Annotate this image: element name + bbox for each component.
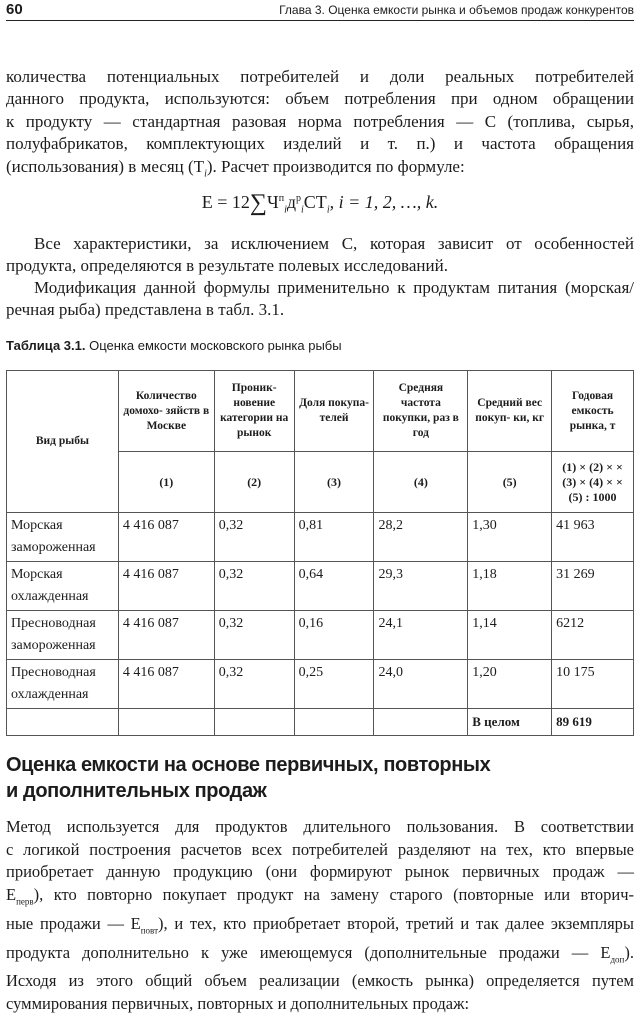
column-number: (5) [468, 452, 552, 513]
text-line: данного продукта, используются: объем потребления при одном обращении [6, 89, 634, 109]
weight-cell: 1,20 [468, 660, 552, 709]
column-header: Средний вес покуп- ки, кг [468, 371, 552, 452]
fish-kind: Пресноводная замороженная [7, 611, 119, 660]
text-line: Метод используется для продуктов длительного пользования. В соответствии [6, 817, 634, 836]
column-number: (4) [374, 452, 468, 513]
total-value: 89 619 [552, 709, 634, 736]
capacity-cell: 31 269 [552, 562, 634, 611]
text-line: суммирования первичных, повторных и дополнительных продаж: [6, 994, 470, 1014]
text-line: ные продажи — $Е_{повт}$), и тех, кто приобретает второй, третий и так далее экземпляры [6, 913, 635, 935]
column-number: (1) [118, 452, 214, 513]
text-line: приобретает данную продукцию (они формируют рынок первичных продаж — [6, 862, 634, 882]
column-header: Годовая емкость рынка, т [552, 371, 634, 452]
paragraph-consumption [6, 66, 634, 185]
text-line: (использования) в месяц $(Т_i)$. Расчет производится по формуле: [6, 156, 465, 180]
share-cell: 0,25 [294, 660, 374, 709]
page-number: 60 [6, 1, 23, 18]
weight-cell: 1,14 [468, 611, 552, 660]
table-total-row [7, 709, 634, 736]
table-row [7, 660, 634, 709]
paragraph-modification: Модификация данной формулы применительно к продуктам питания (морская/речная рыба) представлена в табл. 3.1. [6, 278, 634, 320]
running-title: Глава 3. Оценка емкости рынка и объемов продаж конкурентов [279, 3, 634, 17]
capacity-cell: 10 175 [552, 660, 634, 709]
fish-kind: Морская замороженная [7, 513, 119, 562]
paragraph-method [6, 816, 634, 1016]
fish-kind: Морская охлажденная [7, 562, 119, 611]
capacity-formula: $Е = 12\sum Ч^п_iд^р_iСТ_i$, i = 1, 2, …, k. [201, 190, 439, 216]
text-line: продукта дополнительно к уже имеющемуся (дополнительные продажи — $Е_{доп}$). [6, 942, 634, 964]
penetration-cell: 0,32 [214, 562, 294, 611]
column-number: (2) [214, 452, 294, 513]
table-row [7, 562, 634, 611]
section-heading-line: и дополнительных продаж [6, 780, 267, 802]
table-title: Оценка емкости московского рынка рыбы [89, 338, 342, 353]
text-line: количества потенциальных потребителей и доли реальных потребителей [6, 67, 634, 86]
capacity-cell: 41 963 [552, 513, 634, 562]
share-cell: 0,64 [294, 562, 374, 611]
table-header-row [7, 371, 634, 452]
table-caption [6, 338, 342, 353]
fish-kind: Пресноводная охлажденная [7, 660, 119, 709]
frequency-cell: 24,1 [374, 611, 468, 660]
empty-cell [374, 709, 468, 736]
penetration-cell: 0,32 [214, 611, 294, 660]
text-line: Исходя из этого общий объем реализации (емкость рынка) определяется путем [6, 971, 634, 991]
text-line: полуфабрикатов, комплектующих изделий и т. п.) и частота обращения [6, 134, 634, 154]
column-header: Проник- новение категории на рынок [214, 371, 294, 452]
capacity-cell: 6212 [552, 611, 634, 660]
fish-market-table [6, 370, 634, 736]
households-cell: 4 416 087 [118, 562, 214, 611]
formula-header: (1) × (2) × × (3) × (4) × × (5) : 1000 [552, 452, 634, 513]
text-line: с логикой построения расчетов всех потребителей разделяют на тех, кто впервые [6, 839, 634, 859]
weight-cell: 1,30 [468, 513, 552, 562]
households-cell: 4 416 087 [118, 611, 214, 660]
share-cell: 0,81 [294, 513, 374, 562]
page-header [6, 0, 634, 21]
frequency-cell: 24,0 [374, 660, 468, 709]
column-header: Количество домохо- зяйств в Москве [118, 371, 214, 452]
share-cell: 0,16 [294, 611, 374, 660]
paragraph-characteristics: Все характеристики, за исключением С, которая зависит от особенностей продукта, определяются в результате полевых исследований. [6, 234, 634, 276]
total-label: В целом [468, 709, 552, 736]
penetration-cell: 0,32 [214, 660, 294, 709]
column-header: Вид рыбы [7, 371, 119, 513]
section-heading [6, 752, 634, 804]
table-row [7, 611, 634, 660]
table-row [7, 513, 634, 562]
households-cell: 4 416 087 [118, 513, 214, 562]
text-line: $Е_{перв}$), кто повторно покупает продукт на замену старого (повторные или вторич- [6, 884, 634, 907]
table-label: Таблица 3.1. [6, 338, 86, 353]
frequency-cell: 28,2 [374, 513, 468, 562]
empty-cell [294, 709, 374, 736]
frequency-cell: 29,3 [374, 562, 468, 611]
empty-cell [214, 709, 294, 736]
column-header: Средняя частота покупки, раз в год [374, 371, 468, 452]
column-header: Доля покупа- телей [294, 371, 374, 452]
households-cell: 4 416 087 [118, 660, 214, 709]
empty-cell [118, 709, 214, 736]
column-number: (3) [294, 452, 374, 513]
weight-cell: 1,18 [468, 562, 552, 611]
section-heading-line: Оценка емкости на основе первичных, повторных [6, 754, 491, 776]
empty-cell [7, 709, 119, 736]
penetration-cell: 0,32 [214, 513, 294, 562]
text-line: к продукту — стандартная разовая норма потребления — С (топлива, сырья, [6, 111, 634, 131]
